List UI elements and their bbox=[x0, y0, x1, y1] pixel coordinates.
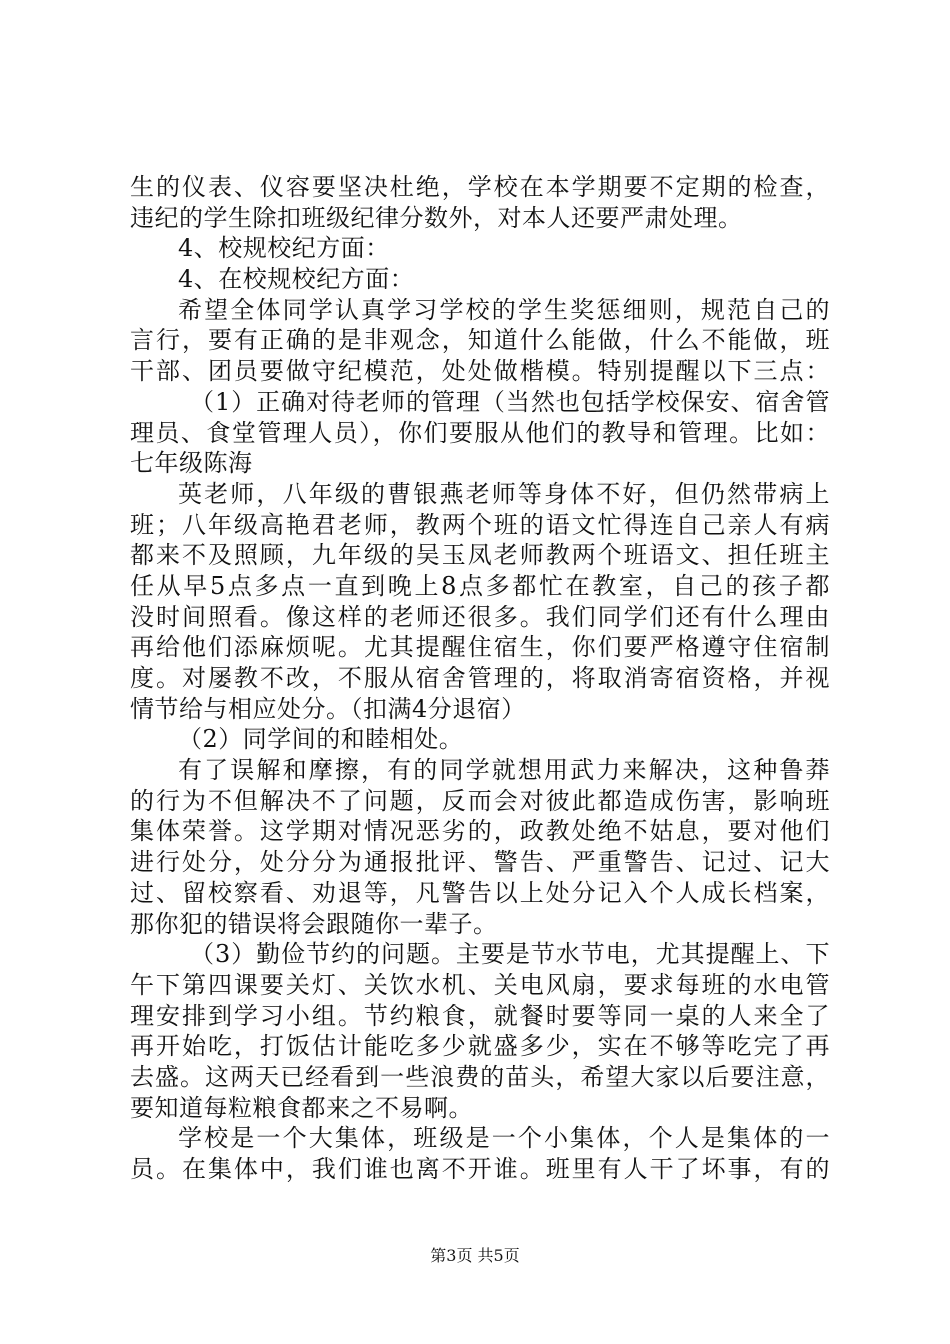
text-line: 没时间照看。像这样的老师还很多。我们同学们还有什么理由 bbox=[130, 602, 830, 631]
text-line: 再给他们添麻烦呢。尤其提醒住宿生，你们要严格遵守住宿制 bbox=[130, 633, 830, 662]
text-line: 集体荣誉。这学期对情况恶劣的，政教处绝不姑息，要对他们 bbox=[130, 817, 830, 846]
text-line: 度。对屡教不改，不服从宿舍管理的，将取消寄宿资格，并视 bbox=[130, 664, 830, 692]
text-line: 要知道每粒粮食都来之不易啊。 bbox=[130, 1093, 473, 1122]
text-line: 去盛。这两天已经看到一些浪费的苗头，希望大家以后要注意， bbox=[130, 1062, 830, 1091]
text-line: 任从早5点多点一直到晚上8点多都忙在教室，自己的孩子都 bbox=[130, 571, 830, 600]
text-line: 七年级陈海 bbox=[130, 449, 253, 478]
text-line: 言行，要有正确的是非观念，知道什么能做，什么不能做，班 bbox=[130, 326, 830, 355]
text-line: 干部、团员要做守纪模范，处处做楷模。特别提醒以下三点： bbox=[130, 357, 830, 386]
page-number-footer: 第3页 共5页 bbox=[430, 1246, 520, 1265]
text-line: 午下第四课要关灯、关饮水机、关电风扇，要求每班的水电管 bbox=[130, 970, 830, 999]
text-line: 英老师，八年级的曹银燕老师等身体不好，但仍然带病上 bbox=[178, 479, 830, 508]
text-line: 员。在集体中，我们谁也离不开谁。班里有人干了坏事，有的 bbox=[130, 1155, 830, 1183]
section-heading: 4、在校规校纪方面： bbox=[178, 265, 415, 294]
text-line: 过、留校察看、劝退等，凡警告以上处分记入个人成长档案， bbox=[130, 878, 830, 907]
text-line: 生的仪表、仪容要坚决杜绝，学校在本学期要不定期的检查， bbox=[130, 173, 830, 201]
text-line: 情节给与相应处分。（扣满4分退宿） bbox=[130, 694, 526, 723]
text-line: （3）勤俭节约的问题。主要是节水节电，尤其提醒上、下 bbox=[190, 940, 830, 969]
text-line: 那你犯的错误将会跟随你一辈子。 bbox=[130, 909, 498, 938]
text-line: 违纪的学生除扣班级纪律分数外，对本人还要严肃处理。 bbox=[130, 203, 743, 232]
text-line: 的行为不但解决不了问题，反而会对彼此都造成伤害，影响班 bbox=[130, 786, 830, 815]
document-body bbox=[130, 172, 830, 1185]
text-line: 都来不及照顾，九年级的吴玉凤老师教两个班语文、担任班主 bbox=[130, 541, 830, 570]
text-line: 理安排到学习小组。节约粮食，就餐时要等同一桌的人来全了 bbox=[130, 1001, 830, 1030]
text-line: 学校是一个大集体，班级是一个小集体，个人是集体的一 bbox=[178, 1124, 830, 1153]
section-heading: （2）同学间的和睦相处。 bbox=[178, 725, 464, 754]
section-heading: 4、校规校纪方面： bbox=[178, 234, 390, 263]
text-line: 希望全体同学认真学习学校的学生奖惩细则，规范自己的 bbox=[178, 295, 830, 324]
text-line: 班；八年级高艳君老师，教两个班的语文忙得连自己亲人有病 bbox=[130, 510, 830, 539]
text-line: 理员、食堂管理人员），你们要服从他们的教导和管理。比如： bbox=[130, 418, 830, 447]
text-line: 进行处分，处分分为通报批评、警告、严重警告、记过、记大 bbox=[130, 848, 830, 877]
text-line: 有了误解和摩擦，有的同学就想用武力来解决，这种鲁莽 bbox=[178, 756, 830, 785]
text-line: 再开始吃，打饭估计能吃多少就盛多少，实在不够等吃完了再 bbox=[130, 1032, 830, 1061]
text-line: （1）正确对待老师的管理（当然也包括学校保安、宿舍管 bbox=[190, 387, 830, 416]
